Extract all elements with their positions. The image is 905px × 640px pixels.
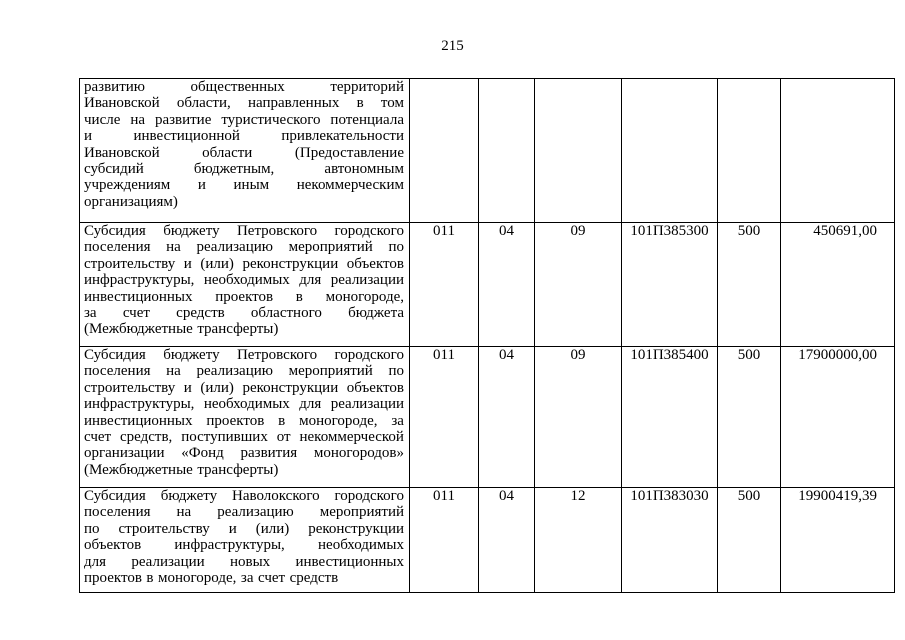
description-word: организации: [84, 445, 165, 462]
description-word: поселения: [84, 239, 151, 256]
description-word: Ивановской: [84, 144, 160, 161]
description-word: области: [202, 144, 253, 161]
description-word: и: [183, 379, 192, 396]
grbs-code-cell: [410, 79, 479, 223]
amount-cell: [781, 488, 895, 593]
description-word: развития: [240, 445, 298, 462]
description-line: [84, 462, 404, 478]
description-word: общественных: [190, 79, 285, 95]
description-word: (или): [200, 255, 234, 272]
description-word: на: [130, 111, 145, 128]
grbs-code-cell: [410, 488, 479, 593]
grbs-code-cell: [410, 347, 479, 488]
description-word: новых: [229, 553, 271, 570]
description-word: поселения: [84, 504, 151, 521]
description-word: инвестиционных: [84, 288, 193, 305]
description-word: объектов: [346, 379, 404, 396]
description-word: строительству: [84, 379, 176, 396]
description-line: [84, 128, 404, 144]
description-line: [84, 570, 404, 586]
description-word: городского: [334, 223, 404, 239]
description-word: и: [183, 255, 192, 272]
grbs-code-cell-value: 011: [433, 347, 455, 363]
description-word: некоммерческой: [299, 428, 404, 445]
description-word: моногородов»: [313, 445, 404, 462]
subsection-code-cell-value: 12: [570, 488, 586, 504]
description-word: мероприятий: [319, 504, 404, 521]
description-word: некоммерческим: [296, 177, 404, 194]
description-word: за: [84, 304, 97, 321]
description-word: реализацию: [196, 239, 273, 256]
subsection-code-cell-value: 09: [570, 223, 586, 239]
description-word: бюджету: [163, 347, 220, 363]
description-line: [84, 194, 404, 210]
subsection-code-cell: [535, 79, 622, 223]
description-line: [84, 79, 404, 95]
description-word: (Межбюджетные: [84, 461, 193, 478]
description-word: объектов: [346, 255, 404, 272]
description-word: моногороде,: [325, 288, 404, 305]
section-code-cell-value: 04: [499, 488, 514, 504]
description-word: учреждениям: [84, 177, 171, 194]
description-word: (Межбюджетные: [84, 321, 193, 338]
description-word: поступивших: [181, 428, 268, 445]
target-article-cell: [622, 347, 718, 488]
description-word: городского: [334, 347, 404, 363]
description-word: Субсидия: [84, 488, 146, 504]
description-word: бюджету: [163, 223, 220, 239]
description-word: по: [84, 520, 100, 537]
expense-type-cell: [718, 79, 781, 223]
description-word: в: [146, 569, 154, 586]
description-word: автономным: [324, 160, 404, 177]
page-number: 215: [441, 38, 464, 54]
section-code-cell: [479, 488, 535, 593]
amount-cell-value: 19900419,39: [798, 488, 877, 504]
description-word: за: [240, 569, 254, 586]
expense-description-cell: [80, 347, 410, 488]
description-word: мероприятий: [288, 239, 373, 256]
description-word: Субсидия: [84, 347, 146, 363]
expense-type-cell: [718, 488, 781, 593]
description-word: реализации: [330, 396, 404, 413]
description-word: Субсидия: [84, 223, 146, 239]
description-word: трансферты): [197, 321, 279, 338]
description-line: [84, 363, 404, 379]
description-word: для: [299, 396, 322, 413]
table-row: [80, 223, 895, 347]
subsection-code-cell: [535, 488, 622, 593]
description-word: реализации: [330, 272, 404, 289]
subsection-code-cell: [535, 223, 622, 347]
description-word: области,: [176, 95, 231, 112]
expense-type-cell: [718, 223, 781, 347]
description-line: [84, 305, 404, 321]
description-line: [84, 445, 404, 461]
description-line: [84, 521, 404, 537]
description-line: [84, 413, 404, 429]
description-word: областного: [250, 304, 322, 321]
description-word: туристического: [221, 111, 321, 128]
description-word: территорий: [330, 79, 404, 95]
description-word: и: [228, 520, 237, 537]
target-article-cell: [622, 488, 718, 593]
description-word: реконструкции: [242, 255, 339, 272]
description-word: инфраструктуры,: [174, 537, 285, 554]
description-word: проектов: [84, 569, 142, 586]
section-code-cell: [479, 347, 535, 488]
target-article-cell: [622, 79, 718, 223]
description-word: иным: [233, 177, 270, 194]
description-word: городского: [334, 488, 404, 504]
description-word: бюджетным,: [193, 160, 275, 177]
description-line: [84, 145, 404, 161]
description-word: в: [295, 288, 303, 305]
description-line: [84, 161, 404, 177]
description-word: необходимых: [203, 272, 290, 289]
description-word: развитию: [84, 79, 145, 95]
description-word: субсидий: [84, 160, 144, 177]
description-line: [84, 429, 404, 445]
description-line: [84, 95, 404, 111]
description-word: (или): [255, 520, 290, 537]
description-word: мероприятий: [288, 363, 373, 380]
description-word: проектов: [215, 288, 274, 305]
description-word: числе: [84, 111, 121, 128]
description-word: потенциала: [330, 111, 404, 128]
description-word: средств,: [120, 428, 173, 445]
grbs-code-cell: [410, 223, 479, 347]
amount-cell-value: 450691,00: [813, 223, 877, 239]
expense-description-cell: [80, 488, 410, 593]
description-word: реконструкции: [308, 520, 404, 537]
description-line: [84, 488, 404, 504]
section-code-cell-value: 04: [499, 223, 514, 239]
table-row: [80, 79, 895, 223]
description-word: Петровского: [236, 223, 318, 239]
description-word: инвестиционных: [295, 553, 404, 570]
table-row: [80, 488, 895, 593]
description-word: организациям): [84, 193, 178, 210]
description-word: на: [166, 363, 181, 380]
description-word: по: [388, 239, 404, 256]
description-word: объектов: [84, 537, 142, 554]
description-word: бюджету: [160, 488, 218, 504]
description-word: счет: [258, 569, 286, 586]
description-word: необходимых: [318, 537, 404, 554]
target-article-cell-value: 101П383030: [630, 488, 709, 504]
description-word: от: [276, 428, 291, 445]
description-word: инфраструктуры,: [84, 396, 195, 413]
description-word: инвестиционной: [133, 128, 240, 145]
description-word: «Фонд: [181, 445, 224, 462]
target-article-cell: [622, 223, 718, 347]
subsection-code-cell-value: 09: [570, 347, 586, 363]
amount-cell: [781, 223, 895, 347]
description-line: [84, 256, 404, 272]
description-word: строительству: [118, 520, 210, 537]
description-word: и: [197, 177, 206, 194]
description-word: для: [84, 553, 107, 570]
description-word: в: [278, 412, 286, 429]
description-line: [84, 347, 404, 363]
table-row: [80, 347, 895, 488]
amount-cell: [781, 347, 895, 488]
description-word: том: [380, 95, 404, 112]
description-word: привлекательности: [281, 128, 404, 145]
description-word: счет: [84, 428, 112, 445]
description-word: по: [388, 363, 404, 380]
description-line: [84, 177, 404, 193]
description-word: трансферты): [197, 461, 279, 478]
description-word: Наволокского: [231, 488, 320, 504]
amount-cell: [781, 79, 895, 223]
description-word: Петровского: [236, 347, 318, 363]
description-word: на: [166, 239, 181, 256]
budget-table: [79, 78, 895, 593]
description-word: реализацию: [217, 504, 294, 521]
target-article-cell-value: 101П385400: [630, 347, 709, 363]
description-word: моногороде,: [299, 412, 378, 429]
description-word: реализацию: [196, 363, 273, 380]
description-line: [84, 239, 404, 255]
description-word: реализации: [131, 553, 205, 570]
description-word: средств: [289, 569, 339, 586]
description-word: для: [299, 272, 322, 289]
description-word: в: [356, 95, 364, 112]
description-word: и: [84, 128, 93, 145]
description-word: строительству: [84, 255, 176, 272]
description-line: [84, 396, 404, 412]
expense-type-cell: [718, 347, 781, 488]
description-word: развитие: [154, 111, 212, 128]
description-word: за: [391, 412, 404, 429]
description-word: необходимых: [203, 396, 290, 413]
description-word: реконструкции: [242, 379, 339, 396]
target-article-cell-value: 101П385300: [630, 223, 709, 239]
subsection-code-cell: [535, 347, 622, 488]
description-line: [84, 537, 404, 553]
description-word: (или): [200, 379, 234, 396]
description-line: [84, 554, 404, 570]
description-line: [84, 289, 404, 305]
description-line: [84, 223, 404, 239]
description-word: (Предоставление: [294, 144, 404, 161]
grbs-code-cell-value: 011: [433, 223, 455, 239]
expense-description-cell: [80, 79, 410, 223]
expense-type-cell-value: 500: [737, 488, 761, 504]
expense-description-cell: [80, 223, 410, 347]
grbs-code-cell-value: 011: [433, 488, 455, 504]
description-line: [84, 112, 404, 128]
description-word: на: [176, 504, 192, 521]
description-word: инфраструктуры,: [84, 272, 195, 289]
expense-type-cell-value: 500: [737, 223, 761, 239]
section-code-cell: [479, 223, 535, 347]
description-word: счет: [122, 304, 150, 321]
section-code-cell: [479, 79, 535, 223]
description-word: инвестиционных: [84, 412, 193, 429]
table-body: [80, 79, 895, 593]
description-word: поселения: [84, 363, 151, 380]
description-word: направленных: [247, 95, 340, 112]
description-line: [84, 272, 404, 288]
section-code-cell-value: 04: [499, 347, 514, 363]
description-word: Ивановской: [84, 95, 160, 112]
amount-cell-value: 17900000,00: [798, 347, 877, 363]
description-word: бюджета: [348, 304, 404, 321]
expense-type-cell-value: 500: [737, 347, 761, 363]
description-line: [84, 321, 404, 337]
description-word: средств: [176, 304, 225, 321]
description-word: проектов: [206, 412, 265, 429]
description-line: [84, 380, 404, 396]
description-line: [84, 504, 404, 520]
description-word: моногороде,: [158, 569, 237, 586]
